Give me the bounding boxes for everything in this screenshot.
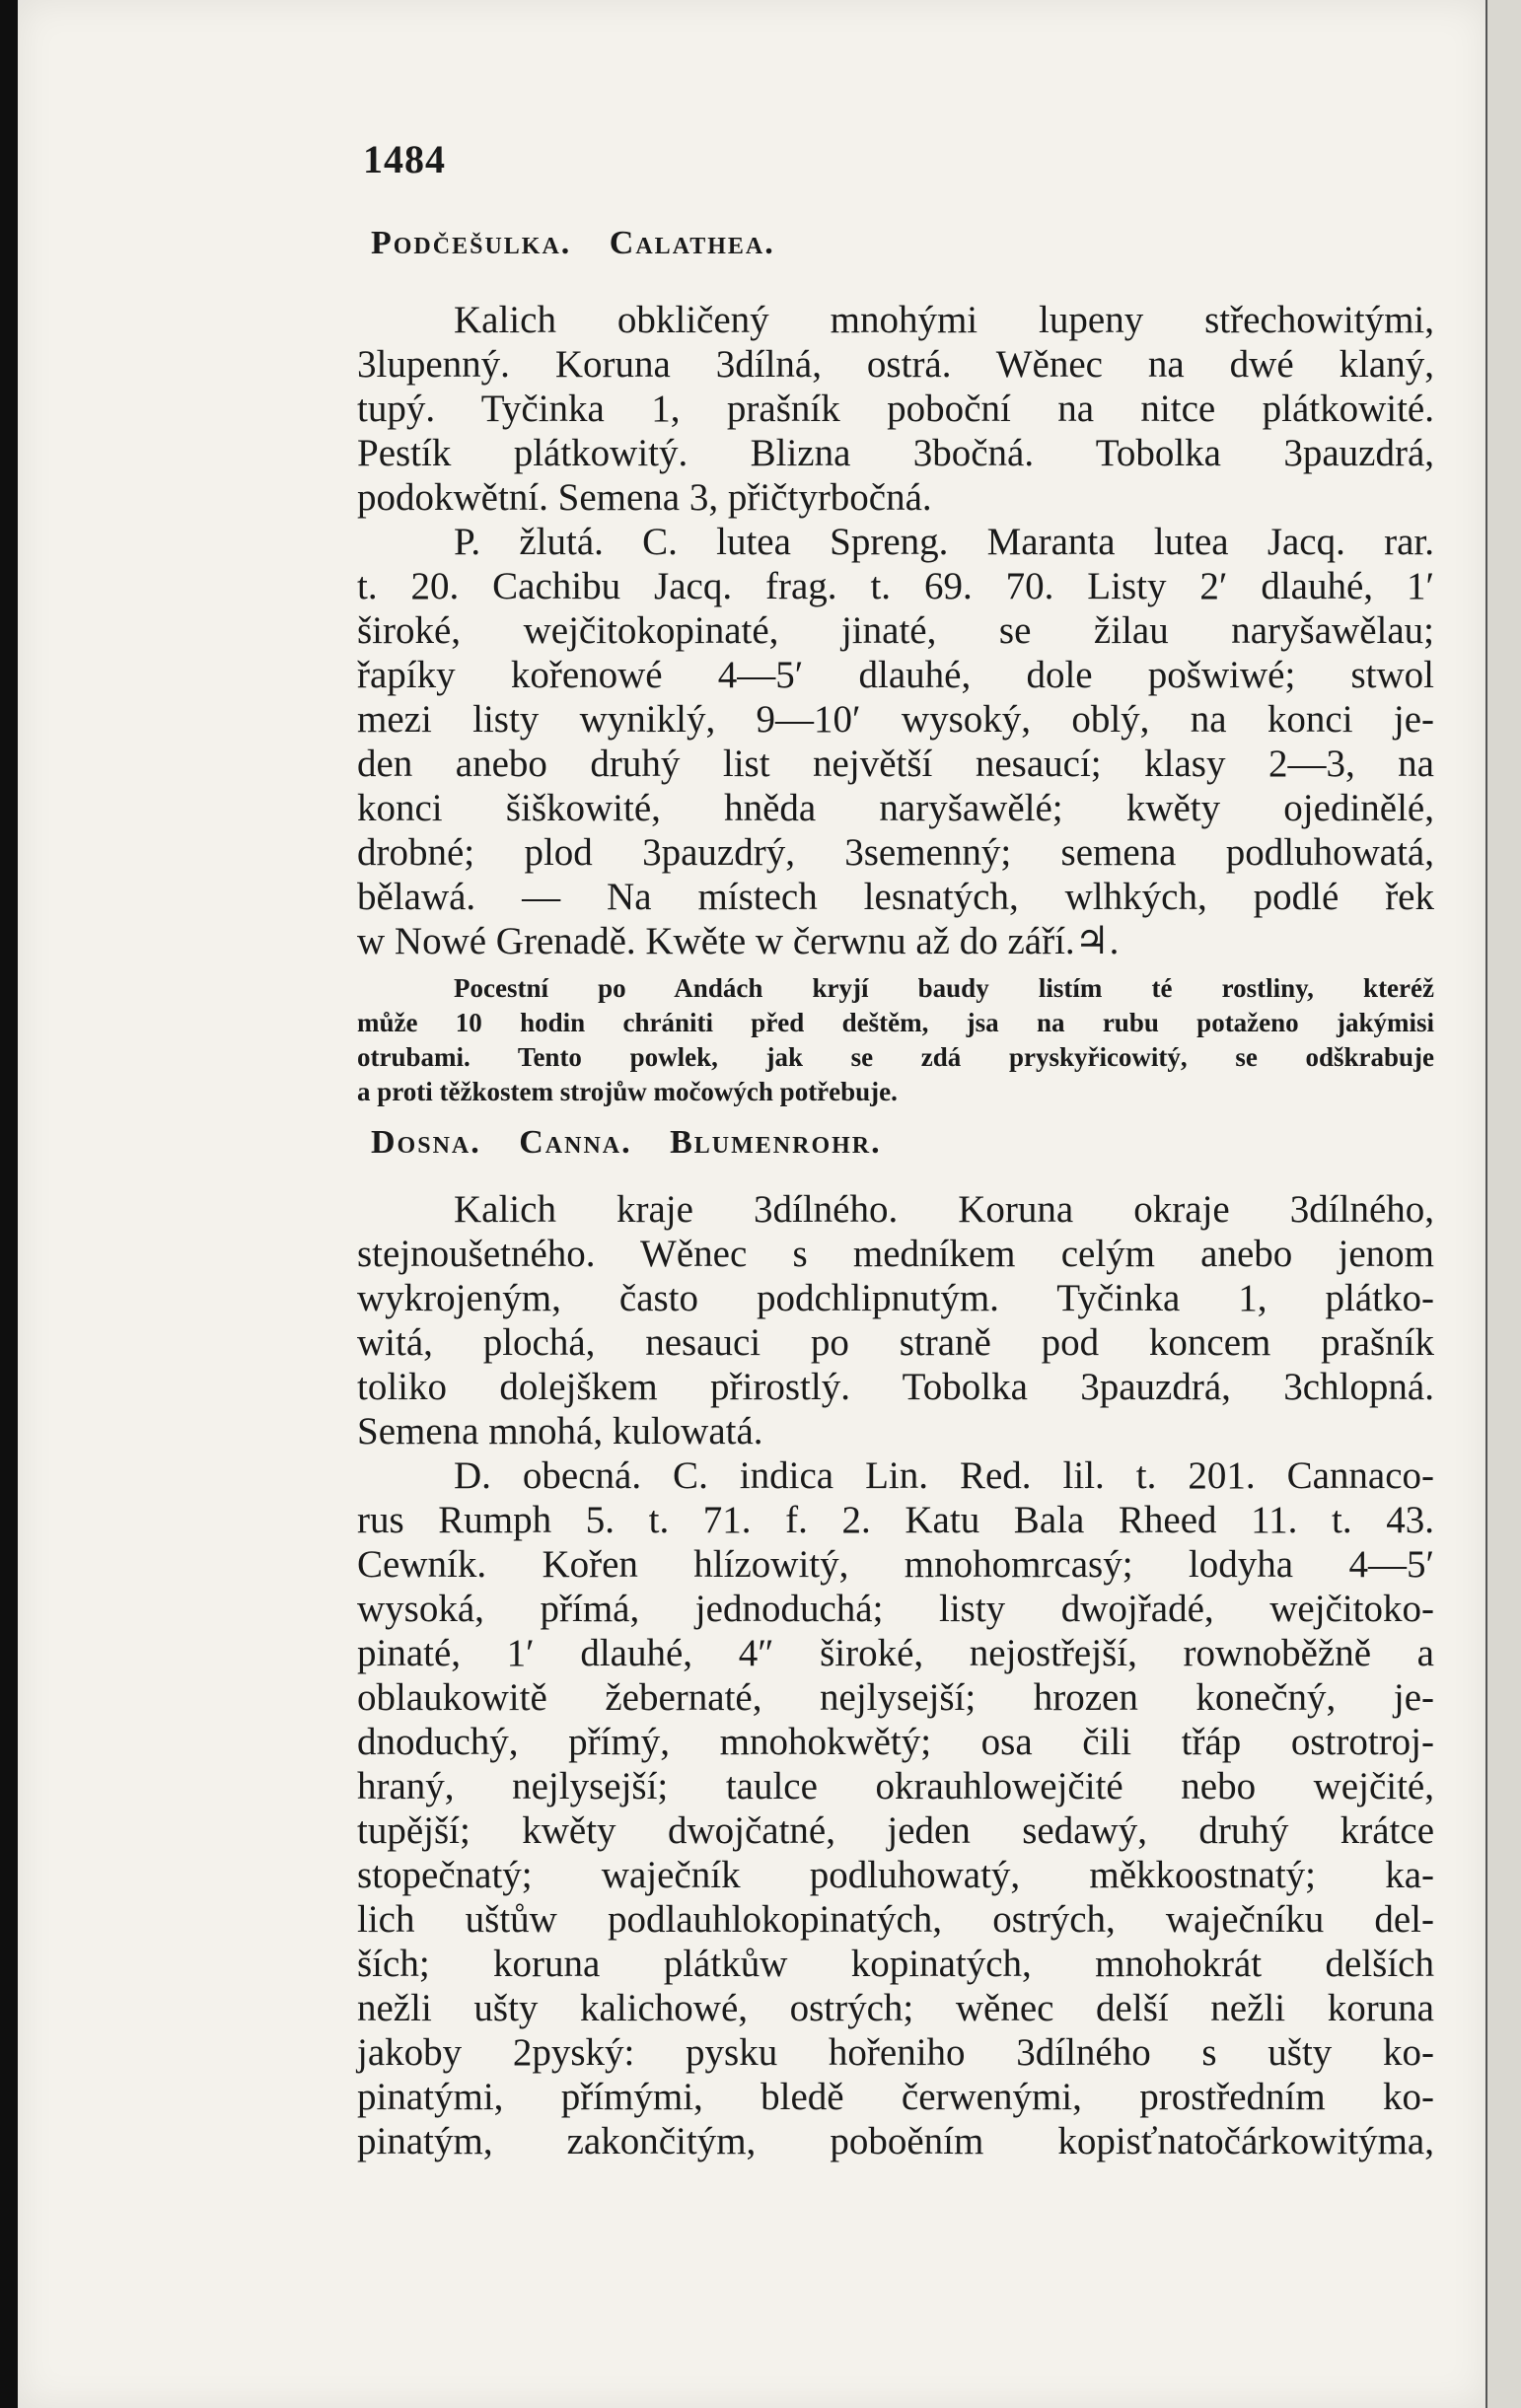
text-line: Semena mnohá, kulowatá. — [357, 1410, 763, 1452]
text-line: witá, plochá, nesauci po straně pod koncem prašník — [357, 1321, 1434, 1364]
section-calathea — [357, 298, 1434, 1109]
text-line: široké, wejčitokopinaté, jinaté, se žilau naryšawělau; — [357, 609, 1434, 652]
book-page — [18, 0, 1487, 2408]
text-line: stejnoušetného. Wěnec s medníkem celým anebo jenom — [357, 1233, 1434, 1275]
text-line: den anebo druhý list největší nesaucí; klasy 2—3, na — [357, 743, 1434, 785]
genus-description — [357, 1187, 1434, 1453]
text-line: rus Rumph 5. t. 71. f. 2. Katu Bala Rheed 11. t. 43. — [357, 1499, 1434, 1541]
text-line: lich uštůw podlauhlokopinatých, ostrých, waječníku del- — [357, 1898, 1434, 1941]
note-line: může 10 hodin chrániti před deštěm, jsa na rubu potaženo jakýmisi — [357, 1008, 1434, 1037]
text-line: wykrojeným, často podchlipnutým. Tyčinka 1, plátko- — [357, 1277, 1434, 1319]
text-line: P. žlutá. C. lutea Spreng. Maranta lutea Jacq. rar. — [454, 521, 1434, 563]
text-line: stopečnatý; waječník podluhowatý, měkkoostnatý; ka- — [357, 1854, 1434, 1896]
heading-latin: Canna. — [519, 1124, 632, 1161]
text-line: pinatým, zakončitým, poboěním kopisťnatočárkowitýma, — [357, 2120, 1434, 2162]
text-line: hraný, nejlysejší; taulce okrauhlowejčité nebo wejčité, — [357, 1765, 1434, 1807]
text-line: drobné; plod 3pauzdrý, 3semenný; semena podluhowatá, — [357, 831, 1434, 874]
text-line: podokwětní. Semena 3, přičtyrbočná. — [357, 476, 932, 519]
text-line: Pestík plátkowitý. Blizna 3bočná. Tobolka 3pauzdrá, — [357, 432, 1434, 474]
text-line: ších; koruna plátkůw kopinatých, mnohokrát delších — [357, 1943, 1434, 1985]
text-line: Kalich obkličený mnohými lupeny střechowitými, — [454, 299, 1434, 341]
text-line: dnoduchý, přímý, mnohokwětý; osa čili třáp ostrotroj- — [357, 1721, 1434, 1763]
footnote — [357, 971, 1434, 1109]
text-line: mezi listy wyniklý, 9—10′ wysoký, oblý, na konci je- — [357, 698, 1434, 741]
section-heading-canna — [357, 1124, 1434, 1162]
page-edge — [1485, 0, 1521, 2408]
section-canna — [357, 1187, 1434, 2163]
species-description — [357, 1453, 1434, 2163]
text-line: oblaukowitě žebernaté, nejlysejší; hrozen konečný, je- — [357, 1676, 1434, 1719]
section-heading-calathea — [357, 225, 1434, 262]
text-line: wysoká, přímá, jednoduchá; listy dwojřadé, wejčitoko- — [357, 1588, 1434, 1630]
page-number: 1484 — [363, 137, 446, 181]
note-line: otrubami. Tento powlek, jak se zdá pryskyřicowitý, se odškrabuje — [357, 1042, 1434, 1072]
text-line: nežli ušty kalichowé, ostrých; wěnec delší nežli koruna — [357, 1987, 1434, 2029]
note-line: a proti těžkostem strojůw močowých potřebuje. — [357, 1077, 898, 1106]
text-line: 3lupenný. Koruna 3dílná, ostrá. Wěnec na dwé klaný, — [357, 343, 1434, 386]
text-line: toliko dolejškem přirostlý. Tobolka 3pauzdrá, 3chlopná. — [357, 1366, 1434, 1408]
heading-german: Blumenrohr. — [670, 1124, 882, 1161]
text-line: pinaté, 1′ dlauhé, 4″ široké, nejostřejší, rownoběžně a — [357, 1632, 1434, 1674]
text-line: bělawá. — Na místech lesnatých, wlhkých, podlé řek — [357, 876, 1434, 918]
text-line: Cewník. Kořen hlízowitý, mnohomrcasý; lodyha 4—5′ — [357, 1543, 1434, 1586]
text-line: t. 20. Cachibu Jacq. frag. t. 69. 70. Listy 2′ dlauhé, 1′ — [357, 565, 1434, 607]
note-line: Pocestní po Andách kryjí baudy listím té rostliny, kteréž — [454, 973, 1434, 1003]
species-description — [357, 520, 1434, 963]
text-line: tupý. Tyčinka 1, prašník poboční na nitce plátkowité. — [357, 388, 1434, 430]
text-line: pinatými, přímými, bledě čerwenými, prostředním ko- — [357, 2076, 1434, 2118]
heading-czech: Dosna. — [371, 1124, 481, 1161]
text-line: konci šiškowité, hněda naryšawělé; kwěty ojedinělé, — [357, 787, 1434, 829]
text-line: Kalich kraje 3dílného. Koruna okraje 3dílného, — [454, 1188, 1434, 1231]
text-line: w Nowé Grenadě. Kwěte w čerwnu až do září.♃. — [357, 920, 1120, 962]
text-line: řapíky kořenowé 4—5′ dlauhé, dole pošwiwé; stwol — [357, 654, 1434, 696]
text-line: tupější; kwěty dwojčatné, jeden sedawý, druhý krátce — [357, 1809, 1434, 1852]
heading-latin: Calathea. — [609, 225, 775, 261]
genus-description — [357, 298, 1434, 520]
heading-czech: Podčešulka. — [371, 225, 572, 261]
text-line: jakoby 2pyský: pysku hořeniho 3dílného s ušty ko- — [357, 2031, 1434, 2074]
text-line: D. obecná. C. indica Lin. Red. lil. t. 201. Cannaco- — [454, 1454, 1434, 1497]
